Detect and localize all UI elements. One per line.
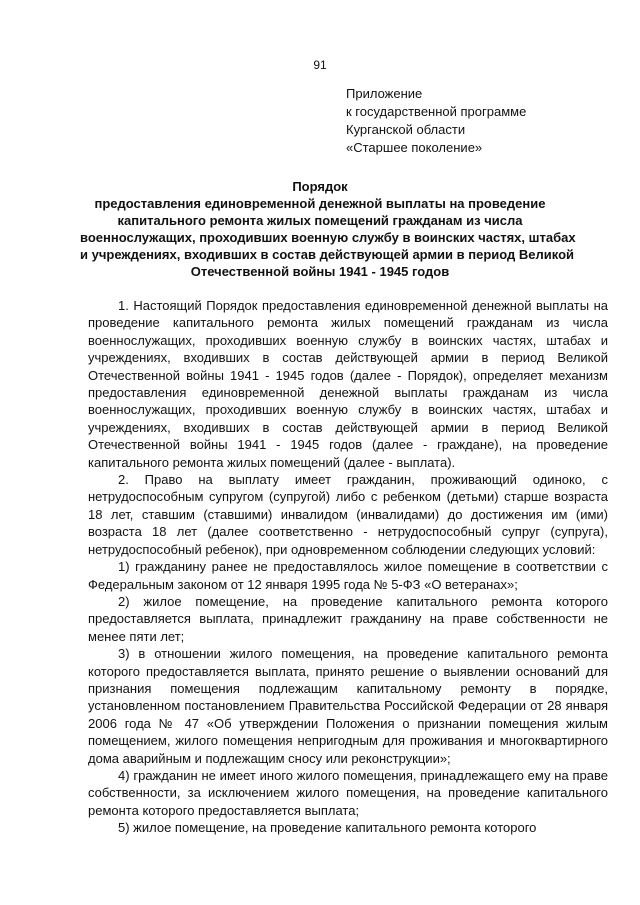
title-line: и учреждениях, входивших в состав действующей армии в период Великой xyxy=(80,247,575,262)
paragraph-1: 1. Настоящий Порядок предоставления единовременной денежной выплаты на проведение капитального ремонта жилых помещений гражданам из числа военнослужащих, проходивших военную службу в воинских частях, штабах и учреждениях, входивших в состав действующей армии в период Великой Отечественной войны 1941 - 1945 годов (далее - Порядок), определяет механизм предоставления единовременной денежной выплаты гражданам из числа военнослужащих, проходивших военную службу в воинских частях, штабах и учреждениях, входивших в состав действующей армии в период Великой Отечественной войны 1941 - 1945 годов (далее - граждане), на проведение капитального ремонта жилых помещений (далее - выплата). xyxy=(88,298,608,470)
appendix-note xyxy=(346,85,526,157)
appendix-line: «Старшее поколение» xyxy=(346,140,483,155)
title-line: капитального ремонта жилых помещений гражданам из числа xyxy=(117,213,523,228)
document-body xyxy=(88,297,608,837)
document-title xyxy=(80,178,576,280)
condition-1: 1) гражданину ранее не предоставлялось жилое помещение в соответствии с Федеральным законом от 12 января 1995 года № 5-ФЗ «О ветеранах»; xyxy=(88,559,608,592)
title-line: предоставления единовременной денежной выплаты на проведение xyxy=(94,196,546,211)
page-number: 91 xyxy=(313,58,327,72)
paragraph-2: 2. Право на выплату имеет гражданин, проживающий одиноко, с нетрудоспособным супругом (супругой) либо с ребенком (детьми) старше возраста 18 лет, ставшим (ставшими) инвалидом (инвалидами) до достижения им (ими) возраста 18 лет (далее соответственно - нетрудоспособный супруг (супруга), нетрудоспособный ребенок), при одновременном соблюдении следующих условий: xyxy=(88,472,608,557)
appendix-line: Курганской области xyxy=(346,122,466,137)
appendix-line: к государственной программе xyxy=(346,104,527,119)
title-line: Отечественной войны 1941 - 1945 годов xyxy=(190,264,450,279)
condition-2: 2) жилое помещение, на проведение капитального ремонта которого предоставляется выплата, принадлежит гражданину на праве собственности не менее пяти лет; xyxy=(88,593,608,644)
condition-5: 5) жилое помещение, на проведение капитального ремонта которого xyxy=(118,820,537,836)
condition-3: 3) в отношении жилого помещения, на проведение капитального ремонта которого предоставляется выплата, принято решение о выявлении оснований для признания помещения подлежащим капитальному ремонту в порядке, установленном постановлением Правительства Российской Федерации от 28 января 2006 года № 47 «Об утверждении Положения о признании помещения жилым помещением, жилого помещения непригодным для проживания и многоквартирного дома аварийным и подлежащим сносу или реконструкции»; xyxy=(88,646,608,766)
title-line: военнослужащих, проходивших военную службу в воинских частях, штабах xyxy=(80,230,576,245)
appendix-line: Приложение xyxy=(346,86,423,101)
title-heading: Порядок xyxy=(292,179,348,194)
condition-4: 4) гражданин не имеет иного жилого помещения, принадлежащего ему на праве собственности, за исключением жилого помещения, на проведение капитального ремонта которого предоставляется выплата; xyxy=(88,767,608,818)
